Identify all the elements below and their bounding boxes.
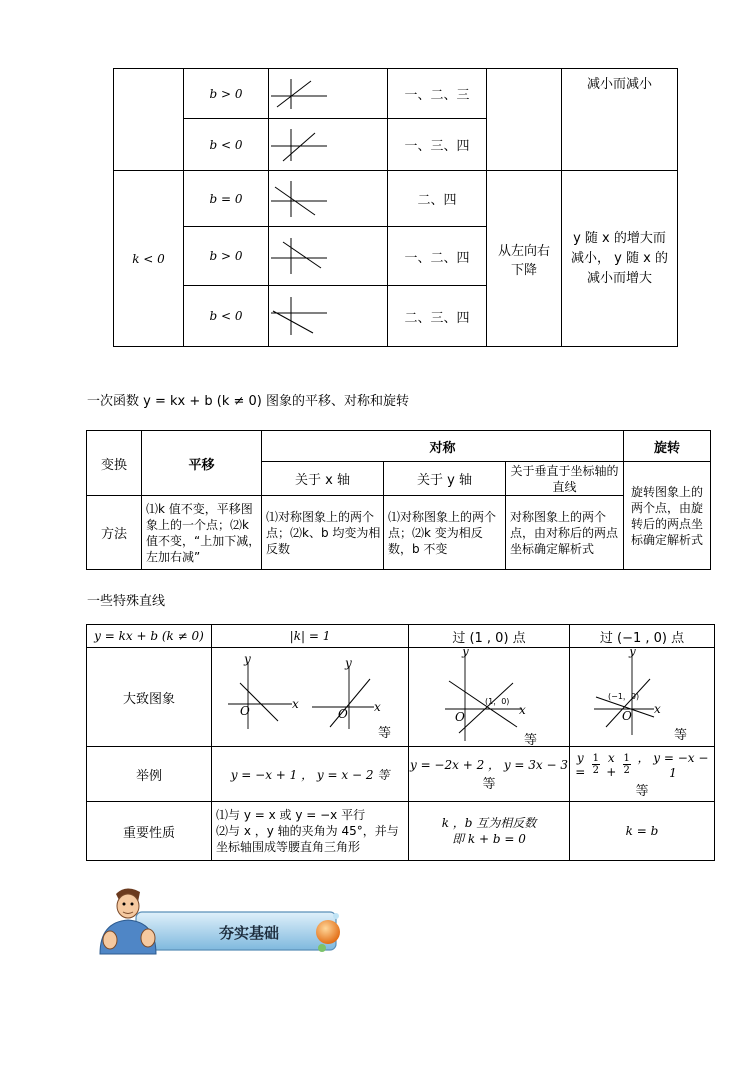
graph-cell	[269, 286, 388, 347]
header-symmetry: 对称	[262, 431, 624, 462]
cond-cell: b = 0	[184, 171, 269, 227]
graph-kneg-b-pos	[269, 236, 329, 276]
section-title-special-lines: 一些特殊直线	[87, 594, 166, 609]
axis-x-label: x	[654, 701, 661, 716]
k-neg-cell: k < 0	[114, 171, 184, 347]
method-label: 方法	[87, 496, 142, 570]
banner-graphic	[86, 882, 348, 957]
fraction-half	[592, 753, 600, 776]
trend-cell: 从左向右下降	[487, 171, 562, 347]
banner	[86, 882, 348, 957]
row-label-property: 重要性质	[87, 802, 212, 861]
etc-label: 等	[524, 733, 538, 748]
property-sum-zero: 即 k + b = 0	[452, 832, 526, 846]
example-etc: 等	[482, 777, 496, 792]
example-etc: 等	[635, 784, 649, 799]
subheader-y-axis: 关于 y 轴	[384, 462, 506, 496]
axis-y-label: y	[244, 651, 251, 666]
section-title-transform: 一次函数 y = kx + b (k ≠ 0) 图象的平移、对称和旋转	[87, 394, 409, 409]
quadrant-cell: 一、二、四	[388, 227, 487, 286]
etc-label: 等	[674, 728, 688, 743]
eq-part: ， y = −x − 1	[637, 751, 709, 780]
origin-label: O	[338, 706, 348, 721]
header-abs-k: |k| = 1	[212, 625, 409, 648]
property-parallel: ⑴与 y = x 或 y = −x 平行	[216, 808, 366, 822]
example-through-pos	[409, 747, 570, 802]
property-through-pos	[409, 802, 570, 861]
translate-method: ⑴k 值不变，平移图象上的一个点；⑵k 值不变，“上加下减，左加右减”	[142, 496, 262, 570]
special-lines-table	[86, 624, 715, 861]
trend-cell	[487, 69, 562, 171]
frac-den: 2	[623, 765, 630, 776]
subheader-perp-line: 关于垂直于坐标轴的直线	[506, 462, 624, 496]
graph-kneg-b-neg	[269, 295, 329, 337]
property-cell: 减小而减小	[562, 69, 678, 171]
etc-label: 等	[378, 726, 392, 741]
frac-num: 1	[592, 753, 599, 764]
axis-x-label: x	[374, 699, 381, 714]
y-axis-method: ⑴对称图象上的两个点；⑵k 变为相反数，b 不变	[384, 496, 506, 570]
graph-cell	[269, 227, 388, 286]
quadrant-cell: 二、三、四	[388, 286, 487, 347]
header-transform: 变换	[87, 431, 142, 496]
fraction-half	[623, 753, 631, 776]
property-through-neg: k = b	[570, 802, 715, 861]
property-cell: y 随 x 的增大而减小， y 随 x 的减小而增大	[562, 171, 678, 347]
example-through-neg	[570, 747, 715, 802]
axis-y-label: y	[629, 648, 636, 658]
graph-cell	[269, 119, 388, 171]
example-abs-k: y = −x + 1 ， y = x − 2 等	[212, 747, 409, 802]
header-rotate: 旋转	[624, 431, 711, 462]
header-general: y = kx + b (k ≠ 0)	[87, 625, 212, 648]
property-angle: ⑵与 x ，y 轴的夹角为 45°，并与坐标轴围成等腰直角三角形	[216, 824, 399, 854]
graph-cell	[269, 69, 388, 119]
graph-through-neg-cell	[570, 648, 715, 747]
row-label-example: 举例	[87, 747, 212, 802]
graph-abs-k-cell	[212, 648, 409, 747]
graph-through-pos	[409, 649, 570, 746]
axis-y-label: y	[462, 648, 469, 658]
graph-b-zero	[269, 179, 329, 219]
origin-label: O	[622, 708, 632, 723]
axis-x-label: x	[519, 702, 526, 717]
graph-through-pos-cell	[409, 648, 570, 747]
quadrant-cell: 二、四	[388, 171, 487, 227]
linear-function-table	[113, 68, 678, 347]
header-translate: 平移	[142, 431, 262, 496]
rotate-method: 旋转图象上的两个点，由旋转后的两点坐标确定解析式	[624, 462, 711, 570]
graph-b-neg	[269, 127, 329, 163]
header-through-pos: 过 (1 , 0) 点	[409, 625, 570, 648]
eq-part: y =	[575, 750, 586, 779]
cond-cell: b > 0	[184, 227, 269, 286]
eq-part: x +	[606, 750, 617, 779]
origin-label: O	[240, 703, 250, 718]
axis-x-label: x	[292, 696, 299, 711]
banner-title: 夯实基础	[218, 924, 279, 942]
axis-y-label: y	[345, 655, 352, 670]
example-through-pos-eq: y = −2x + 2 ， y = 3x − 3	[409, 758, 569, 772]
transform-table	[86, 430, 711, 570]
quadrant-cell: 一、三、四	[388, 119, 487, 171]
row-label-graph: 大致图象	[87, 648, 212, 747]
graph-b-pos	[269, 77, 329, 111]
origin-label: O	[455, 709, 465, 724]
perp-method: 对称图象上的两个点，由对称后的两点坐标确定解析式	[506, 496, 624, 570]
x-axis-method: ⑴对称图象上的两个点；⑵k、b 均变为相反数	[262, 496, 384, 570]
example-through-neg-eq	[570, 749, 714, 780]
graph-through-neg	[570, 649, 715, 746]
cond-cell: b < 0	[184, 286, 269, 347]
k-pos-cell	[114, 69, 184, 171]
cond-cell: b < 0	[184, 119, 269, 171]
property-abs-k	[212, 802, 409, 861]
subheader-x-axis: 关于 x 轴	[262, 462, 384, 496]
frac-den: 2	[592, 765, 599, 776]
header-through-neg: 过 (−1 , 0) 点	[570, 625, 715, 648]
graph-cell	[269, 171, 388, 227]
quadrant-cell: 一、二、三	[388, 69, 487, 119]
frac-num: 1	[623, 753, 630, 764]
cond-cell: b > 0	[184, 69, 269, 119]
point-label: (−1，0)	[608, 691, 640, 701]
property-opposite: k ，b 互为相反数	[441, 816, 537, 830]
point-label: (1，0)	[485, 696, 510, 706]
